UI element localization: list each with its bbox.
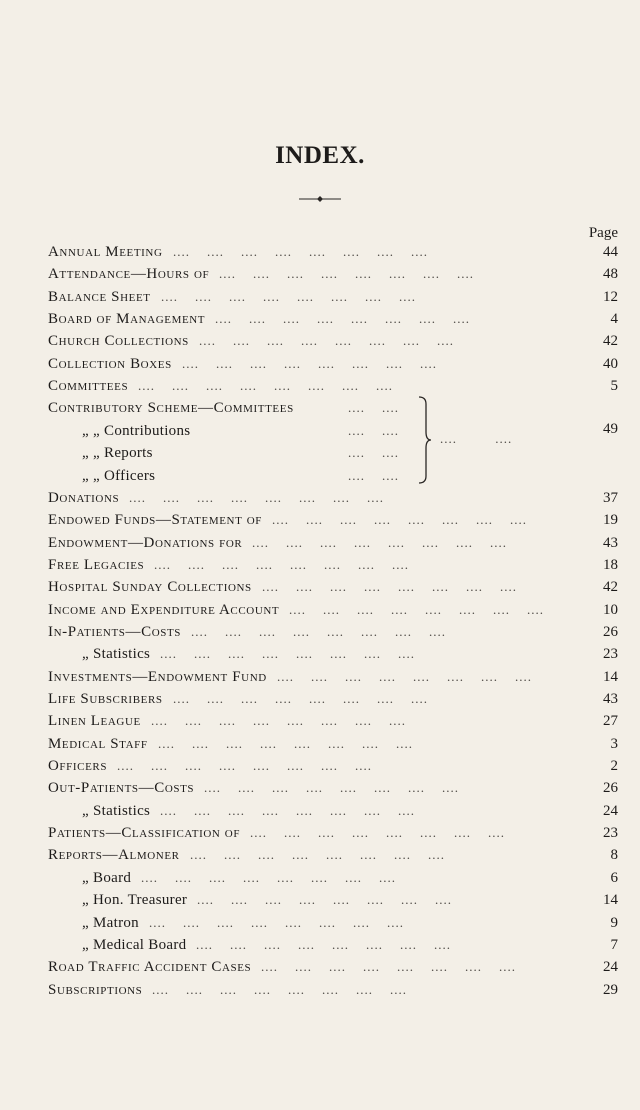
index-entry xyxy=(48,800,618,822)
index-entry xyxy=(48,666,618,688)
entry-page-number: 23 xyxy=(603,825,618,842)
leader-dots: .... .... xyxy=(348,400,399,416)
leader-dots: .... .... .... .... .... .... .... .... xyxy=(160,646,415,662)
page-title: INDEX. xyxy=(275,142,365,169)
entry-page-number: 2 xyxy=(610,758,618,775)
entry-page-number: 37 xyxy=(603,489,618,506)
divider-ornament-icon xyxy=(299,195,341,203)
page-column-header: Page xyxy=(588,225,618,241)
entry-page-number: 26 xyxy=(603,780,618,797)
index-entry xyxy=(48,286,618,308)
leader-dots: .... .... xyxy=(348,445,399,461)
index-entry xyxy=(48,241,618,263)
leader-dots: .... .... .... .... .... .... .... .... xyxy=(197,892,452,908)
right-brace-icon xyxy=(418,396,432,484)
entry-label: Investments—Endowment Fund xyxy=(48,668,267,685)
entry-label: Patients—Classification of xyxy=(48,825,241,842)
entry-label: Reports—Almoner xyxy=(48,847,180,864)
index-entry xyxy=(48,889,618,911)
index-entry xyxy=(48,867,618,889)
leader-dots: .... .... .... .... .... .... .... .... xyxy=(191,623,446,639)
index-entry xyxy=(48,934,618,956)
index-entry xyxy=(48,375,618,397)
entry-page-number: 43 xyxy=(603,691,618,707)
index-entry xyxy=(48,330,618,352)
leader-dots: .... .... .... .... .... .... .... .... xyxy=(117,758,372,774)
entry-label: Collection Boxes xyxy=(48,355,172,372)
entry-label: „ Medical Board xyxy=(82,936,187,953)
entry-page-number: 9 xyxy=(610,914,618,931)
index-entry xyxy=(48,844,618,866)
index-entry xyxy=(48,442,618,464)
leader-dots: .... .... .... .... .... .... .... .... xyxy=(154,556,409,572)
entry-label: Board of Management xyxy=(48,311,206,328)
entry-label: Committees xyxy=(48,378,129,395)
entry-page-number: 40 xyxy=(603,355,618,372)
entry-page-number: 12 xyxy=(603,288,618,305)
entry-label: In-Patients—Costs xyxy=(48,623,181,640)
entry-label: „ „ Reports xyxy=(82,445,153,462)
leader-dots: .... .... .... .... .... .... .... .... xyxy=(262,579,517,595)
leader-dots: .... .... .... .... .... .... .... .... xyxy=(129,489,384,505)
index-entry xyxy=(48,733,618,755)
entry-label: Subscriptions xyxy=(48,981,143,998)
entry-page-number: 4 xyxy=(610,311,618,328)
index-entry xyxy=(48,576,618,598)
index-entry xyxy=(48,487,618,509)
entry-page-number: 42 xyxy=(603,579,618,596)
leader-dots: .... .... .... .... .... .... .... .... xyxy=(252,534,507,550)
leader-dots: .... .... .... .... .... .... .... .... xyxy=(289,601,544,617)
index-entry xyxy=(48,643,618,665)
index-entry xyxy=(48,621,618,643)
entry-label: Endowed Funds—Statement of xyxy=(48,512,262,529)
entry-label: Linen League xyxy=(48,713,141,730)
leader-dots: .... .... xyxy=(348,467,399,483)
leader-dots: .... .... .... .... .... .... .... .... xyxy=(190,847,445,863)
entry-label: Annual Meeting xyxy=(48,244,163,260)
entry-page-number: 14 xyxy=(603,892,618,909)
entry-label: „ „ Contributions xyxy=(82,422,191,439)
entry-page-number: 7 xyxy=(610,936,618,953)
index-entry xyxy=(48,420,618,442)
entry-label: Income and Expenditure Account xyxy=(48,601,280,618)
leader-dots: .... .... .... .... .... .... .... .... xyxy=(199,333,454,349)
entry-page-number: 48 xyxy=(603,266,618,283)
leader-dots: .... .... .... .... .... .... .... .... xyxy=(158,735,413,751)
index-entry xyxy=(48,755,618,777)
index-entry xyxy=(48,353,618,375)
entry-label: Medical Staff xyxy=(48,735,148,752)
brace-leader-dots: .... .... xyxy=(440,431,513,446)
leader-dots: .... .... .... .... .... .... .... .... xyxy=(173,691,428,706)
index-entry xyxy=(48,710,618,732)
index-entry xyxy=(48,397,618,419)
index-entry xyxy=(48,822,618,844)
entry-label: Balance Sheet xyxy=(48,288,151,305)
entry-label: Contributory Scheme—Committees xyxy=(48,400,294,417)
entry-page-number: 6 xyxy=(610,869,618,886)
entry-label: Out-Patients—Costs xyxy=(48,780,195,797)
leader-dots: .... .... .... .... .... .... .... .... xyxy=(160,802,415,818)
leader-dots: .... .... .... .... .... .... .... .... xyxy=(219,266,474,282)
entry-page-number: 23 xyxy=(603,646,618,663)
entry-page-number: 19 xyxy=(603,512,618,529)
leader-dots: .... .... .... .... .... .... .... .... xyxy=(182,355,437,371)
entry-label: Life Subscribers xyxy=(48,691,163,707)
entry-label: Road Traffic Accident Cases xyxy=(48,959,252,976)
entry-label: Donations xyxy=(48,489,120,506)
entry-page-number: 27 xyxy=(603,713,618,730)
leader-dots: .... .... .... .... .... .... .... .... xyxy=(250,825,505,841)
entry-label: „ Statistics xyxy=(82,802,151,819)
index-entry xyxy=(48,465,618,487)
index-entry xyxy=(48,956,618,978)
leader-dots: .... .... .... .... .... .... .... .... xyxy=(141,869,396,885)
leader-dots: .... .... .... .... .... .... .... .... xyxy=(277,668,532,684)
leader-dots: .... .... .... .... .... .... .... .... xyxy=(196,936,451,952)
leader-dots: .... .... .... .... .... .... .... .... xyxy=(272,512,527,528)
contributory-scheme-page: 49 xyxy=(603,421,618,437)
entry-page-number: 18 xyxy=(603,556,618,573)
entry-page-number: 5 xyxy=(610,378,618,395)
index-entry xyxy=(48,599,618,621)
entry-label: Endowment—Donations for xyxy=(48,534,243,551)
leader-dots: .... .... .... .... .... .... .... .... xyxy=(138,378,393,394)
leader-dots: .... .... .... .... .... .... .... .... xyxy=(151,713,406,729)
entry-page-number: 44 xyxy=(603,244,618,260)
entry-label: Free Legacies xyxy=(48,556,145,573)
entry-label: „ Board xyxy=(82,869,132,886)
index-entry xyxy=(48,509,618,531)
entry-label: „ Statistics xyxy=(82,646,151,663)
index-entry xyxy=(48,308,618,330)
entry-label: Hospital Sunday Collections xyxy=(48,579,252,596)
leader-dots: .... .... .... .... .... .... .... .... xyxy=(173,244,428,259)
entry-label: „ „ Officers xyxy=(82,467,156,484)
leader-dots: .... .... .... .... .... .... .... .... xyxy=(215,311,470,327)
index-entry xyxy=(48,688,618,710)
index-entry xyxy=(48,263,618,285)
entry-page-number: 43 xyxy=(603,534,618,551)
index-entry xyxy=(48,979,618,1001)
entry-page-number: 10 xyxy=(603,601,618,618)
entry-label: „ Hon. Treasurer xyxy=(82,892,188,909)
leader-dots: .... .... .... .... .... .... .... .... xyxy=(149,914,404,930)
leader-dots: .... .... .... .... .... .... .... .... xyxy=(261,959,516,975)
leader-dots: .... .... xyxy=(348,422,399,438)
entry-page-number: 42 xyxy=(603,333,618,350)
entry-label: Officers xyxy=(48,758,108,775)
entry-page-number: 3 xyxy=(610,735,618,752)
index-entry xyxy=(48,554,618,576)
entry-label: Church Collections xyxy=(48,333,189,350)
entry-label: Attendance—Hours of xyxy=(48,266,210,283)
leader-dots: .... .... .... .... .... .... .... .... xyxy=(204,780,459,796)
leader-dots: .... .... .... .... .... .... .... .... xyxy=(161,288,416,304)
entry-page-number: 24 xyxy=(603,802,618,819)
entry-label: „ Matron xyxy=(82,914,139,931)
entry-page-number: 24 xyxy=(603,959,618,976)
leader-dots: .... .... .... .... .... .... .... .... xyxy=(152,981,407,997)
entry-page-number: 26 xyxy=(603,623,618,640)
entry-page-number: 14 xyxy=(603,668,618,685)
index-entry xyxy=(48,532,618,554)
entry-page-number: 8 xyxy=(610,847,618,864)
index-entry xyxy=(48,777,618,799)
entry-page-number: 29 xyxy=(603,981,618,998)
index-entry xyxy=(48,912,618,934)
